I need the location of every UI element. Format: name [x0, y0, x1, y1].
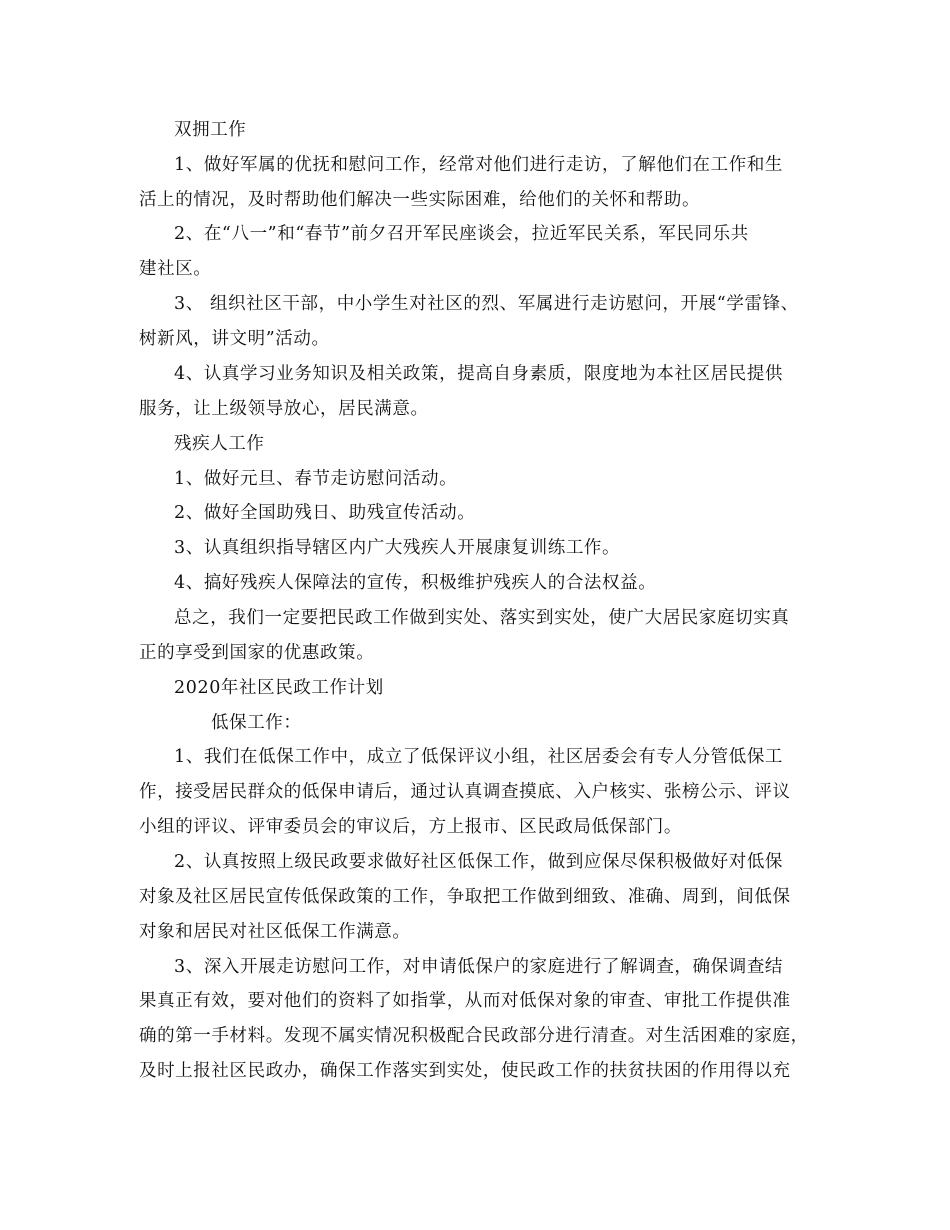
section-heading-shuangyong: 双拥工作: [174, 120, 247, 140]
paragraph-line: 服务，让上级领导放心，居民满意。: [139, 399, 429, 419]
paragraph-line: 树新风，讲文明”活动。: [139, 329, 330, 349]
paragraph-line: 1、我们在低保工作中，成立了低保评议小组，社区居委会有专人分管低保工: [174, 747, 784, 767]
paragraph-line: 作，接受居民群众的低保申请后，通过认真调查摸底、入户核实、张榜公示、评议: [139, 782, 791, 802]
section-heading-canjiren: 残疾人工作: [174, 434, 265, 454]
paragraph-line: 建社区。: [139, 259, 212, 279]
paragraph-line: 2、在“八一”和“春节”前夕召开军民座谈会，拉近军民关系，军民同乐共: [174, 224, 749, 244]
paragraph-line: 确的第一手材料。发现不属实情况积极配合民政部分进行清查。对生活困难的家庭，: [139, 1026, 809, 1046]
paragraph-line: 果真正有效，要对他们的资料了如指掌，从而对低保对象的审查、审批工作提供准: [139, 991, 791, 1011]
paragraph-line: 4、认真学习业务知识及相关政策，提高自身素质，限度地为本社区居民提供: [174, 364, 784, 384]
paragraph-line: 总之，我们一定要把民政工作做到实处、落实到实处，使广大居民家庭切实真: [174, 608, 790, 628]
paragraph-line: 4、搞好残疾人保障法的宣传，积极维护残疾人的合法权益。: [174, 573, 657, 593]
paragraph-line: 1、做好军属的优抚和慰问工作，经常对他们进行走访，了解他们在工作和生: [174, 155, 784, 175]
paragraph-line: 2、做好全国助残日、助残宣传活动。: [174, 503, 476, 523]
paragraph-line: 3、 组织社区干部，中小学生对社区的烈、军属进行走访慰问，开展“学雷锋、: [174, 294, 799, 314]
paragraph-line: 正的享受到国家的优惠政策。: [139, 643, 375, 663]
plan-title: 2020年社区民政工作计划: [174, 678, 384, 698]
paragraph-line: 2、认真按照上级民政要求做好社区低保工作，做到应保尽保积极做好对低保: [174, 852, 784, 872]
paragraph-line: 3、深入开展走访慰问工作，对申请低保户的家庭进行了解调查，确保调查结: [174, 957, 784, 977]
paragraph-line: 对象及社区居民宣传低保政策的工作，争取把工作做到细致、准确、周到，间低保: [139, 887, 791, 907]
paragraph-line: 小组的评议、评审委员会的审议后，方上报市、区民政局低保部门。: [139, 817, 682, 837]
paragraph-line: 活上的情况，及时帮助他们解决一些实际困难，给他们的关怀和帮助。: [139, 190, 701, 210]
paragraph-line: 1、做好元旦、春节走访慰问活动。: [174, 469, 458, 489]
paragraph-line: 对象和居民对社区低保工作满意。: [139, 922, 411, 942]
section-heading-dibao: 低保工作：: [211, 713, 302, 733]
paragraph-line: 3、认真组织指导辖区内广大残疾人开展康复训练工作。: [174, 538, 621, 558]
paragraph-line: 及时上报社区民政办，确保工作落实到实处，使民政工作的扶贫扶困的作用得以充: [139, 1061, 791, 1081]
